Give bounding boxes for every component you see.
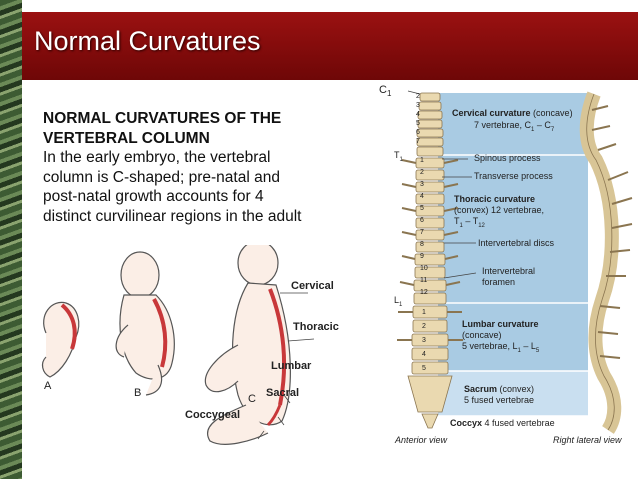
lateral-view-spine: [587, 94, 632, 430]
stage-label-b: B: [134, 387, 142, 399]
slide-content: [22, 80, 638, 479]
thoracic-number-list: 1 2 3 4 5 6 7 8 9 10 11 12: [420, 157, 428, 296]
fetus-b-drawing: [116, 252, 174, 395]
lumbar-curvature-label: Lumbar curvature (concave) 5 vertebrae, $L_1 - L_5$: [462, 319, 540, 354]
label-cervical: Cervical: [291, 280, 334, 292]
vertebra-number-list: 2 3 4 5 6 7: [416, 93, 420, 145]
embryo-a-drawing: [43, 302, 79, 377]
c1-label: $C_1$: [379, 84, 392, 99]
stage-label-c: C: [248, 393, 256, 405]
thoracic-curvature-label: Thoracic curvature (convex) 12 vertebrae, $T_1 - T_{12}$: [454, 194, 545, 229]
anterior-view-caption: Anterior view: [395, 435, 448, 445]
title-bar: [22, 12, 638, 81]
intervertebral-discs-label: Intervertebral discs: [478, 238, 555, 248]
body-line: post-natal growth accounts for 4: [43, 188, 264, 205]
stage-label-a: A: [44, 380, 52, 392]
coccyx-label: Coccyx 4 fused vertebrae: [450, 418, 555, 428]
l1-marker: $L_1$: [394, 295, 403, 308]
label-sacral: Sacral: [266, 387, 300, 399]
label-thoracic: Thoracic: [293, 321, 339, 333]
transverse-process-label: Transverse process: [474, 171, 553, 181]
sacrum-label: Sacrum (convex) 5 fused vertebrae: [464, 384, 535, 405]
body-line: column is C-shaped; pre-natal and: [43, 168, 280, 186]
spinous-process-label: Spinous process: [474, 153, 541, 163]
body-line: distinct curvilinear regions in the adult: [43, 207, 302, 225]
t1-marker: $T_1$: [394, 150, 403, 163]
right-lateral-view-caption: Right lateral view: [553, 435, 622, 445]
intervertebral-foramen-label: Intervertebral foramen: [482, 266, 536, 287]
cervical-curvature-label: Cervical curvature (concave) 7 vertebrae, $C_1 - C_7$: [452, 108, 573, 133]
text-block: [43, 109, 353, 226]
label-lumbar: Lumbar: [271, 360, 312, 372]
slide-title: Normal Curvatures: [34, 26, 261, 56]
body-line: In the early embryo, the vertebral: [43, 149, 271, 166]
label-coccygeal: Coccygeal: [185, 409, 241, 421]
heading-line-2: VERTEBRAL COLUMN: [43, 129, 210, 147]
lumbar-number-list: 1 2 3 4 5: [422, 309, 426, 372]
decorative-side-strip: [0, 0, 22, 479]
heading-line-1: NORMAL CURVATURES OF THE: [43, 110, 282, 127]
